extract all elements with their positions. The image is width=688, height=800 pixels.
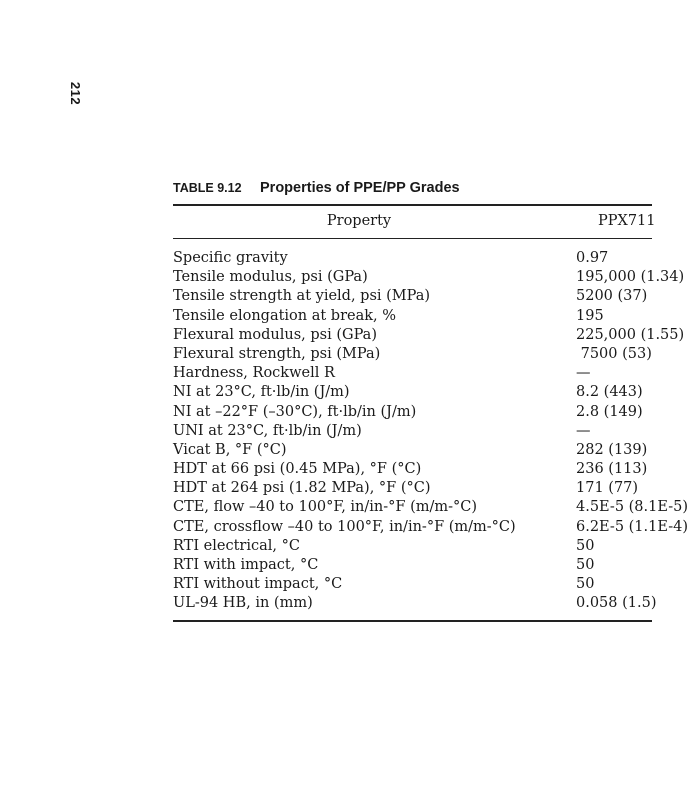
table-row [173, 364, 652, 383]
property-cell: Flexural strength, psi (MPa) [173, 345, 381, 362]
value-cell: 4.5E-5 (8.1E-5) [576, 499, 688, 516]
table-row [173, 479, 652, 498]
table-top-rule [173, 204, 652, 206]
value-cell: 171 (77) [576, 480, 639, 497]
property-cell: RTI without impact, °C [173, 576, 343, 593]
value-cell: 225,000 (1.55) [576, 326, 685, 343]
value-cell: 0.058 (1.5) [576, 595, 657, 612]
property-cell: CTE, crossflow –40 to 100°F, in/in-°F (m/m-°C) [173, 518, 516, 535]
property-cell: Specific gravity [173, 250, 288, 266]
table-row [173, 422, 652, 441]
table-row [173, 441, 652, 460]
property-cell: HDT at 66 psi (0.45 MPa), °F (°C) [173, 461, 422, 478]
table-caption [173, 179, 460, 197]
value-cell: 195 [576, 307, 604, 324]
value-cell: 50 [576, 576, 595, 593]
property-cell: Tensile strength at yield, psi (MPa) [173, 288, 431, 305]
property-cell: Vicat B, °F (°C) [173, 441, 287, 458]
property-cell: NI at –22°F (–30°C), ft·lb/in (J/m) [173, 403, 417, 420]
property-cell: UNI at 23°C, ft·lb/in (J/m) [173, 422, 362, 439]
property-cell: UL-94 HB, in (mm) [173, 595, 313, 612]
property-cell: CTE, flow –40 to 100°F, in/in-°F (m/m-°C) [173, 499, 478, 516]
property-cell: HDT at 264 psi (1.82 MPa), °F (°C) [173, 480, 431, 497]
table-row [173, 575, 652, 594]
value-cell: — [576, 422, 591, 439]
value-cell: 6.2E-5 (1.1E-4) [576, 518, 688, 535]
column-header-property: Property [326, 213, 392, 229]
property-cell: Hardness, Rockwell R [173, 365, 335, 382]
value-cell: 0.97 [576, 250, 609, 266]
table-row [173, 307, 652, 326]
property-cell: RTI with impact, °C [173, 557, 319, 573]
value-cell: 50 [576, 537, 595, 554]
table-row [173, 383, 652, 402]
table-header-rule [173, 238, 652, 239]
table-row [173, 594, 657, 613]
table-row [173, 537, 652, 556]
table-row [173, 498, 688, 517]
value-cell: — [576, 365, 591, 382]
column-header-ppx711: PPX711 [598, 213, 656, 229]
value-cell: 2.8 (149) [576, 403, 643, 420]
table-body [173, 249, 688, 614]
table-title: Properties of PPE/PP Grades [260, 180, 460, 196]
value-cell: 50 [576, 557, 595, 573]
table-row [173, 518, 688, 537]
property-cell: Tensile modulus, psi (GPa) [173, 269, 368, 286]
value-cell: 195,000 (1.34) [576, 269, 685, 286]
value-cell: 5200 (37) [576, 288, 648, 305]
table-row [173, 326, 685, 345]
table-row [173, 345, 652, 364]
property-cell: Tensile elongation at break, % [173, 307, 397, 324]
table-row [173, 460, 652, 479]
table-row [173, 249, 652, 268]
value-cell: 8.2 (443) [576, 384, 643, 401]
table-row [173, 556, 652, 575]
page-number: 212 [68, 81, 84, 106]
table-bottom-rule [173, 620, 652, 622]
value-cell: 236 (113) [576, 461, 648, 478]
property-cell: Flexural modulus, psi (GPa) [173, 326, 377, 343]
table-row [173, 287, 652, 306]
table-row [173, 403, 652, 422]
value-cell: 282 (139) [576, 441, 648, 458]
table-label: TABLE 9.12 [173, 181, 242, 195]
property-cell: RTI electrical, °C [173, 537, 300, 554]
value-cell: 7500 (53) [576, 345, 652, 362]
table-row [173, 268, 685, 287]
property-cell: NI at 23°C, ft·lb/in (J/m) [173, 384, 350, 401]
